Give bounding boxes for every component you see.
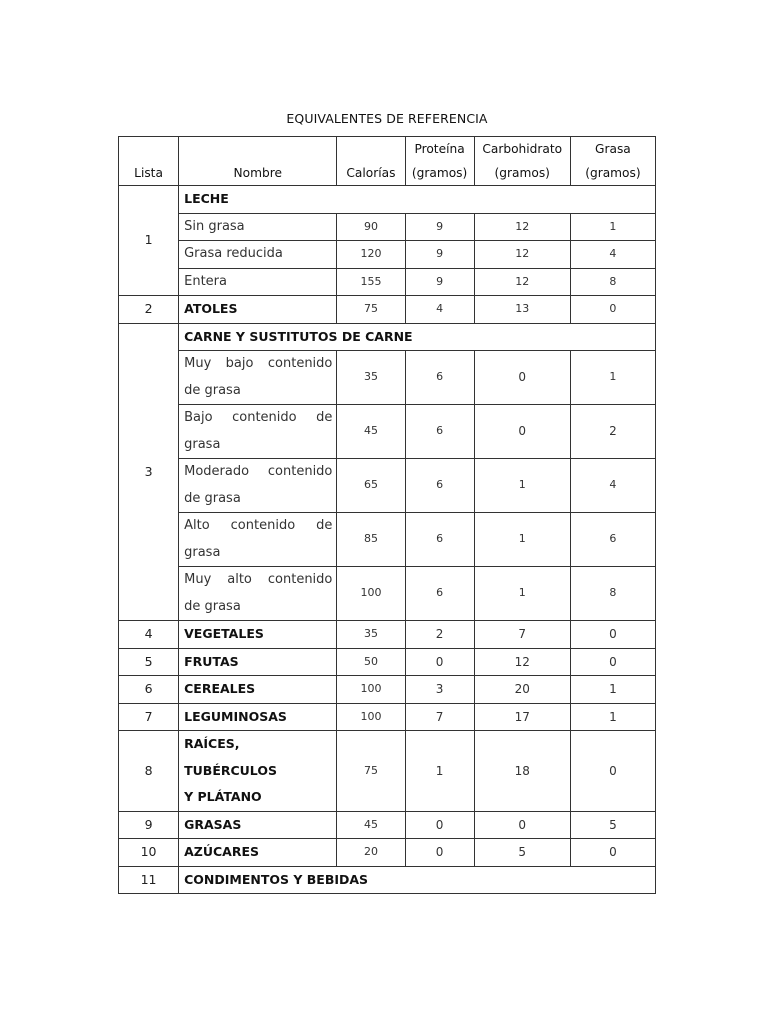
food-name-line1: Moderado contenido bbox=[184, 464, 333, 479]
carbohidrato-cell: 12 bbox=[474, 648, 570, 676]
proteina-cell: 1 bbox=[405, 731, 474, 812]
lista-number: 1 bbox=[119, 186, 179, 296]
calorias-cell: 45 bbox=[337, 811, 405, 839]
lista-number: 8 bbox=[119, 731, 179, 812]
food-name-line1: RAÍCES, TUBÉRCULOS bbox=[184, 736, 277, 778]
food-name bbox=[179, 405, 337, 459]
proteina-cell: 4 bbox=[405, 296, 474, 324]
carbohidrato-cell: 7 bbox=[474, 621, 570, 649]
calorias-cell: 100 bbox=[337, 567, 405, 621]
food-name-line1: Alto contenido de bbox=[184, 518, 333, 533]
table-row bbox=[119, 323, 656, 351]
food-name: ATOLES bbox=[179, 296, 337, 324]
table-row bbox=[119, 405, 656, 459]
grasa-cell: 0 bbox=[570, 839, 655, 867]
grasa-cell: 1 bbox=[570, 703, 655, 731]
grasa-cell: 1 bbox=[570, 351, 655, 405]
carbohidrato-cell: 0 bbox=[474, 405, 570, 459]
table-row bbox=[119, 731, 656, 812]
food-name bbox=[179, 351, 337, 405]
section-heading: LECHE bbox=[179, 186, 656, 214]
proteina-cell: 6 bbox=[405, 405, 474, 459]
table-row bbox=[119, 268, 656, 296]
grasa-cell: 8 bbox=[570, 268, 655, 296]
calorias-cell: 155 bbox=[337, 268, 405, 296]
calorias-cell: 65 bbox=[337, 459, 405, 513]
header-grasa-line1: Grasa bbox=[595, 142, 631, 156]
carbohidrato-cell: 20 bbox=[474, 676, 570, 704]
food-name: FRUTAS bbox=[179, 648, 337, 676]
proteina-cell: 6 bbox=[405, 459, 474, 513]
proteina-cell: 3 bbox=[405, 676, 474, 704]
food-name-line2: de grasa bbox=[184, 490, 241, 506]
header-row bbox=[119, 137, 656, 186]
food-name: VEGETALES bbox=[179, 621, 337, 649]
carbohidrato-cell: 12 bbox=[474, 268, 570, 296]
proteina-cell: 6 bbox=[405, 351, 474, 405]
food-name: LEGUMINOSAS bbox=[179, 703, 337, 731]
grasa-cell: 0 bbox=[570, 621, 655, 649]
lista-number: 7 bbox=[119, 703, 179, 731]
table-row bbox=[119, 296, 656, 324]
food-name-line2: de grasa bbox=[184, 598, 241, 614]
carbohidrato-cell: 1 bbox=[474, 567, 570, 621]
calorias-cell: 120 bbox=[337, 241, 405, 269]
grasa-cell: 5 bbox=[570, 811, 655, 839]
food-name: CONDIMENTOS Y BEBIDAS bbox=[179, 866, 656, 894]
calorias-cell: 85 bbox=[337, 513, 405, 567]
header-lista: Lista bbox=[119, 137, 179, 186]
header-proteina-line1: Proteína bbox=[414, 142, 465, 156]
table-row bbox=[119, 567, 656, 621]
grasa-cell: 1 bbox=[570, 676, 655, 704]
proteina-cell: 6 bbox=[405, 513, 474, 567]
food-name-line1: Muy alto contenido bbox=[184, 572, 333, 587]
proteina-cell: 0 bbox=[405, 839, 474, 867]
header-carbohidrato bbox=[474, 137, 570, 186]
calorias-cell: 100 bbox=[337, 676, 405, 704]
calorias-cell: 35 bbox=[337, 351, 405, 405]
food-name-line2: grasa bbox=[184, 544, 221, 560]
proteina-cell: 0 bbox=[405, 648, 474, 676]
grasa-cell: 8 bbox=[570, 567, 655, 621]
calorias-cell: 75 bbox=[337, 296, 405, 324]
calorias-cell: 35 bbox=[337, 621, 405, 649]
food-name bbox=[179, 731, 337, 812]
food-name-line2: grasa bbox=[184, 436, 221, 452]
proteina-cell: 7 bbox=[405, 703, 474, 731]
food-name-line2: Y PLÁTANO bbox=[184, 789, 262, 804]
lista-number: 5 bbox=[119, 648, 179, 676]
table-row bbox=[119, 866, 656, 894]
carbohidrato-cell: 1 bbox=[474, 513, 570, 567]
header-nombre: Nombre bbox=[179, 137, 337, 186]
proteina-cell: 2 bbox=[405, 621, 474, 649]
food-name: GRASAS bbox=[179, 811, 337, 839]
lista-number: 9 bbox=[119, 811, 179, 839]
header-grasa-line2: (gramos) bbox=[585, 166, 641, 180]
header-carbohidrato-line1: Carbohidrato bbox=[482, 142, 563, 156]
food-name bbox=[179, 567, 337, 621]
grasa-cell: 6 bbox=[570, 513, 655, 567]
header-carbohidrato-line2: (gramos) bbox=[494, 166, 550, 180]
food-name: Sin grasa bbox=[179, 213, 337, 241]
carbohidrato-cell: 1 bbox=[474, 459, 570, 513]
grasa-cell: 4 bbox=[570, 459, 655, 513]
carbohidrato-cell: 0 bbox=[474, 351, 570, 405]
proteina-cell: 9 bbox=[405, 268, 474, 296]
section-heading: CARNE Y SUSTITUTOS DE CARNE bbox=[179, 323, 656, 351]
header-proteina-line2: (gramos) bbox=[411, 166, 468, 180]
table-row bbox=[119, 351, 656, 405]
proteina-cell: 9 bbox=[405, 213, 474, 241]
grasa-cell: 1 bbox=[570, 213, 655, 241]
table-row bbox=[119, 513, 656, 567]
table-row bbox=[119, 839, 656, 867]
grasa-cell: 0 bbox=[570, 648, 655, 676]
table-row bbox=[119, 213, 656, 241]
food-name: Grasa reducida bbox=[179, 241, 337, 269]
food-name: CEREALES bbox=[179, 676, 337, 704]
calorias-cell: 20 bbox=[337, 839, 405, 867]
food-name: Entera bbox=[179, 268, 337, 296]
header-grasa bbox=[570, 137, 655, 186]
lista-number: 6 bbox=[119, 676, 179, 704]
header-proteina bbox=[405, 137, 474, 186]
calorias-cell: 50 bbox=[337, 648, 405, 676]
calorias-cell: 90 bbox=[337, 213, 405, 241]
header-calorias: Calorías bbox=[337, 137, 405, 186]
grasa-cell: 0 bbox=[570, 296, 655, 324]
food-name-line1: Muy bajo contenido bbox=[184, 356, 333, 371]
food-name bbox=[179, 513, 337, 567]
grasa-cell: 0 bbox=[570, 731, 655, 812]
table-row bbox=[119, 703, 656, 731]
table-row bbox=[119, 648, 656, 676]
carbohidrato-cell: 0 bbox=[474, 811, 570, 839]
carbohidrato-cell: 12 bbox=[474, 213, 570, 241]
grasa-cell: 2 bbox=[570, 405, 655, 459]
table-row bbox=[119, 241, 656, 269]
carbohidrato-cell: 5 bbox=[474, 839, 570, 867]
carbohidrato-cell: 12 bbox=[474, 241, 570, 269]
lista-number: 10 bbox=[119, 839, 179, 867]
equivalents-table bbox=[118, 136, 656, 894]
lista-number: 4 bbox=[119, 621, 179, 649]
calorias-cell: 45 bbox=[337, 405, 405, 459]
lista-number: 2 bbox=[119, 296, 179, 324]
food-name-line2: de grasa bbox=[184, 382, 241, 398]
carbohidrato-cell: 13 bbox=[474, 296, 570, 324]
proteina-cell: 9 bbox=[405, 241, 474, 269]
lista-number: 11 bbox=[119, 866, 179, 894]
table-row bbox=[119, 186, 656, 214]
lista-number: 3 bbox=[119, 323, 179, 621]
table-row bbox=[119, 459, 656, 513]
table-row bbox=[119, 811, 656, 839]
food-name: AZÚCARES bbox=[179, 839, 337, 867]
table-row bbox=[119, 621, 656, 649]
table-row bbox=[119, 676, 656, 704]
proteina-cell: 6 bbox=[405, 567, 474, 621]
document-title: EQUIVALENTES DE REFERENCIA bbox=[286, 111, 488, 126]
calorias-cell: 100 bbox=[337, 703, 405, 731]
food-name bbox=[179, 459, 337, 513]
proteina-cell: 0 bbox=[405, 811, 474, 839]
food-name-line1: Bajo contenido de bbox=[184, 410, 333, 425]
carbohidrato-cell: 17 bbox=[474, 703, 570, 731]
carbohidrato-cell: 18 bbox=[474, 731, 570, 812]
grasa-cell: 4 bbox=[570, 241, 655, 269]
calorias-cell: 75 bbox=[337, 731, 405, 812]
